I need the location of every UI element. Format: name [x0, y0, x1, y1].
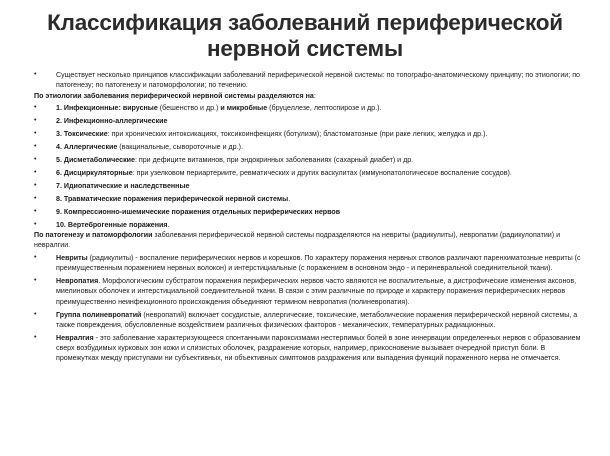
etiology-heading-colon: :	[313, 91, 316, 100]
pathogenesis-heading	[30, 230, 590, 251]
bullet-icon: •	[34, 310, 37, 318]
pathogenesis-heading-bold: По патогенезу и патоморфологии	[34, 230, 153, 239]
etiology-item-text: : при хронических интоксикациях, токсикоинфекциях (ботулизм); бластоматозные (при раке легких, желудка и др.).	[107, 130, 488, 139]
definition-item	[30, 310, 590, 331]
bullet-icon: •	[34, 168, 37, 176]
etiology-item	[30, 168, 590, 178]
bullet-icon: •	[34, 220, 37, 228]
pathogenesis-heading-text: заболевания периферической нервной системы подразделяются на невриты (радикулиты), невропатии (радикулопатии) и невралгии.	[34, 230, 561, 250]
etiology-item	[30, 155, 590, 165]
etiology-item	[30, 194, 590, 204]
etiology-item-bold: 10. Вертеброгенные поражения	[56, 220, 168, 229]
intro-item	[30, 70, 590, 91]
title-line-1: Классификация заболеваний периферической	[47, 10, 563, 35]
bullet-icon: •	[34, 156, 37, 164]
definition-item	[30, 253, 590, 274]
bullet-icon: •	[34, 130, 37, 138]
etiology-item-bold-2: и микробные	[220, 104, 268, 113]
etiology-heading-text: По этиологии заболевания периферической нервной системы разделяются на	[34, 91, 314, 100]
definition-list	[30, 253, 590, 364]
etiology-item-bold: 9. Компрессионно-ишемические поражения отдельных периферических нервов	[56, 207, 341, 216]
bullet-icon: •	[34, 207, 37, 215]
etiology-item-bold: 6. Дисциркуляторные	[56, 168, 133, 177]
etiology-item-text: (вакцинальные, сывороточные и др.).	[117, 143, 243, 152]
etiology-item-text: : при узелковом периартериите, ревматических и других васкулитах (иммунопатологическое воспаление сосудов).	[132, 168, 512, 177]
bullet-icon: •	[34, 194, 37, 202]
etiology-item-text: .	[288, 194, 291, 203]
etiology-item	[30, 142, 590, 152]
definition-item	[30, 333, 590, 364]
slide-title	[0, 0, 610, 62]
etiology-heading	[30, 91, 590, 101]
etiology-item	[30, 181, 590, 191]
definition-term: Невропатия	[56, 277, 99, 286]
etiology-item-bold: 4. Аллергические	[56, 143, 118, 152]
definition-term: Группа полиневропатий	[56, 310, 142, 319]
etiology-item	[30, 116, 590, 126]
definition-term: Невралгия	[56, 333, 94, 342]
bullet-icon: •	[34, 143, 37, 151]
etiology-item-bold: 7. Идиопатические и наследственные	[56, 181, 190, 190]
bullet-icon: •	[34, 117, 37, 125]
etiology-item	[30, 129, 590, 139]
definition-term: Невриты	[56, 253, 88, 262]
title-line-2: нервной системы	[206, 36, 404, 61]
etiology-item-text: .	[167, 220, 170, 229]
etiology-item-bold: 8. Травматические поражения периферической нервной системы	[56, 194, 289, 203]
etiology-item-bold: 2. Инфекционно-аллергические	[56, 117, 168, 126]
etiology-list	[30, 103, 590, 229]
definition-item	[30, 276, 590, 307]
bullet-icon: •	[34, 104, 37, 112]
definition-text: . Морфологическим субстратом поражения периферических нервов часто являются не воспалительные, а дистрофические изменения аксонов, миелиновых оболочек и интерстициальной соединительной ткани. В связи с этим различные по природе и характеру поражения периферических нервов преимущественно неинфекционного происхождения объединяют термином невропатия (полиневропатия).	[56, 277, 577, 306]
bullet-icon: •	[34, 277, 37, 285]
bullet-icon: •	[34, 181, 37, 189]
etiology-item	[30, 103, 590, 113]
etiology-item	[30, 207, 590, 217]
etiology-item-bold: 3. Токсические	[56, 130, 108, 139]
intro-text: Существует несколько принципов классификации заболеваний периферической нервной системы: по топографо-анатомическому принципу; по этиологии; по патогенезу; по патогенезу и патоморфологии; по течению.	[56, 71, 580, 90]
definition-text: - это заболевание характеризующееся спонтанными пароксизмами нестерпимых болей в зоне иннервации определенных нервов с образованием сверх возбудимых курковых зон кожи и слизистых оболочек, раздражение которых, например, прикосновение вызывает очередной приступ боли. В промежутках между приступами ни субъективных, ни объективных симптомов раздражения или выпадения функций пораженного нерва не отмечается.	[56, 333, 581, 363]
etiology-item-text: (бешенство и др.)	[157, 104, 221, 113]
etiology-item-text: : при дефиците витаминов, при эндокринных заболеваниях (сахарный диабет) и др.	[134, 156, 414, 165]
definition-text: (радикулиты) - воспаление периферических нервов и корешков. По характеру поражения нервных стволов различают паренхиматозные невриты (с преимущественным поражением нервных волокон) и интерстициальные (с поражением в основном эндо - и периневральной соединительной ткани).	[56, 253, 581, 273]
slide-content	[30, 70, 590, 364]
etiology-item	[30, 220, 590, 230]
etiology-item-bold: 1. Инфекционные: вирусные	[56, 104, 158, 113]
etiology-item-text-2: (бруцеллезе, лептоспирозе и др.).	[267, 104, 382, 113]
definition-text: (невропатий) включает сосудистые, аллергические, токсические, метаболические поражения периферической нервной системы, а также повреждения, обусловленные воздействием различных физических факторов - механических, температурных радиационных.	[56, 310, 578, 329]
bullet-icon: •	[34, 71, 37, 78]
bullet-icon: •	[34, 333, 37, 341]
etiology-item-bold: 5. Дисметаболические	[56, 156, 135, 165]
bullet-icon: •	[34, 253, 37, 261]
